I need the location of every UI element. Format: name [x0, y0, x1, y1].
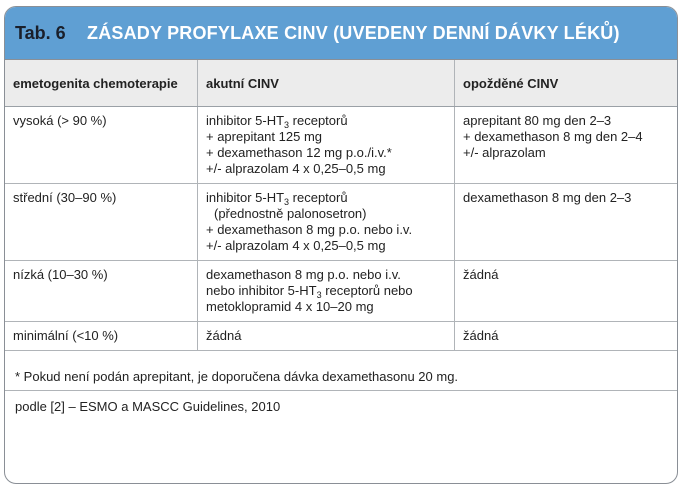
- acute-regimen-line: + dexamethason 8 mg p.o. nebo i.v.: [206, 222, 413, 237]
- table-frame: [4, 6, 678, 484]
- acute-regimen-line: +/- alprazolam 4 x 0,25–0,5 mg: [206, 161, 386, 176]
- table-row: [5, 261, 677, 322]
- acute-regimen-line: + dexamethason 12 mg p.o./i.v.*: [206, 145, 392, 160]
- column-header-emetogenity: emetogenita chemoterapie: [5, 60, 198, 107]
- table-title: ZÁSADY PROFYLAXE CINV (UVEDENY DENNÍ DÁVKY LÉKŮ): [87, 22, 620, 43]
- delayed-regimen-line: aprepitant 80 mg den 2–3: [463, 113, 612, 128]
- delayed-cinv-cell: [455, 107, 678, 184]
- column-header-acute: akutní CINV: [198, 60, 455, 107]
- acute-regimen-line: inhibitor $5-HT_3$ receptorů: [206, 190, 348, 207]
- delayed-regimen-line: + dexamethason 8 mg den 2–4: [463, 129, 643, 144]
- footnote: * Pokud není podán aprepitant, je doporučena dávka dexamethasonu 20 mg.: [15, 369, 459, 384]
- delayed-regimen-line: žádná: [463, 328, 499, 343]
- table-row: [5, 184, 677, 261]
- acute-cinv-cell: [198, 107, 455, 184]
- emetogenity-level-cell: střední (30–90 %): [5, 184, 198, 261]
- acute-regimen-line: inhibitor $5-HT_3$ receptorů: [206, 113, 348, 130]
- table-header-bar: [5, 7, 677, 60]
- table-footer: [5, 369, 677, 414]
- delayed-cinv-cell: [455, 322, 678, 351]
- emetogenity-level-cell: vysoká (> 90 %): [5, 107, 198, 184]
- table-number: Tab. 6: [15, 22, 66, 43]
- acute-cinv-cell: [198, 184, 455, 261]
- acute-cinv-cell: [198, 261, 455, 322]
- delayed-cinv-cell: [455, 184, 678, 261]
- column-header-row: [5, 60, 677, 107]
- delayed-cinv-cell: [455, 261, 678, 322]
- acute-regimen-line: +/- alprazolam 4 x 0,25–0,5 mg: [206, 238, 386, 253]
- delayed-regimen-line: žádná: [463, 267, 499, 282]
- acute-regimen-line: nebo inhibitor $5-HT_3$ receptorů nebo: [206, 283, 413, 300]
- emetogenity-level-cell: nízká (10–30 %): [5, 261, 198, 322]
- table-body: [5, 107, 677, 351]
- acute-regimen-line: žádná: [206, 328, 242, 343]
- column-header-delayed: opožděné CINV: [455, 60, 678, 107]
- table-row: [5, 322, 677, 351]
- acute-regimen-line: (přednostně palonosetron): [214, 206, 367, 221]
- cinv-table: [5, 60, 677, 351]
- acute-regimen-line: metoklopramid 4 x 10–20 mg: [206, 299, 374, 314]
- acute-regimen-line: + aprepitant 125 mg: [206, 129, 322, 144]
- delayed-regimen-line: +/- alprazolam: [463, 145, 546, 160]
- acute-cinv-cell: [198, 322, 455, 351]
- source-citation: podle [2] – ESMO a MASCC Guidelines, 2010: [5, 390, 677, 414]
- delayed-regimen-line: dexamethason 8 mg den 2–3: [463, 190, 632, 205]
- table-row: [5, 107, 677, 184]
- acute-regimen-line: dexamethason 8 mg p.o. nebo i.v.: [206, 267, 401, 282]
- emetogenity-level-cell: minimální (<10 %): [5, 322, 198, 351]
